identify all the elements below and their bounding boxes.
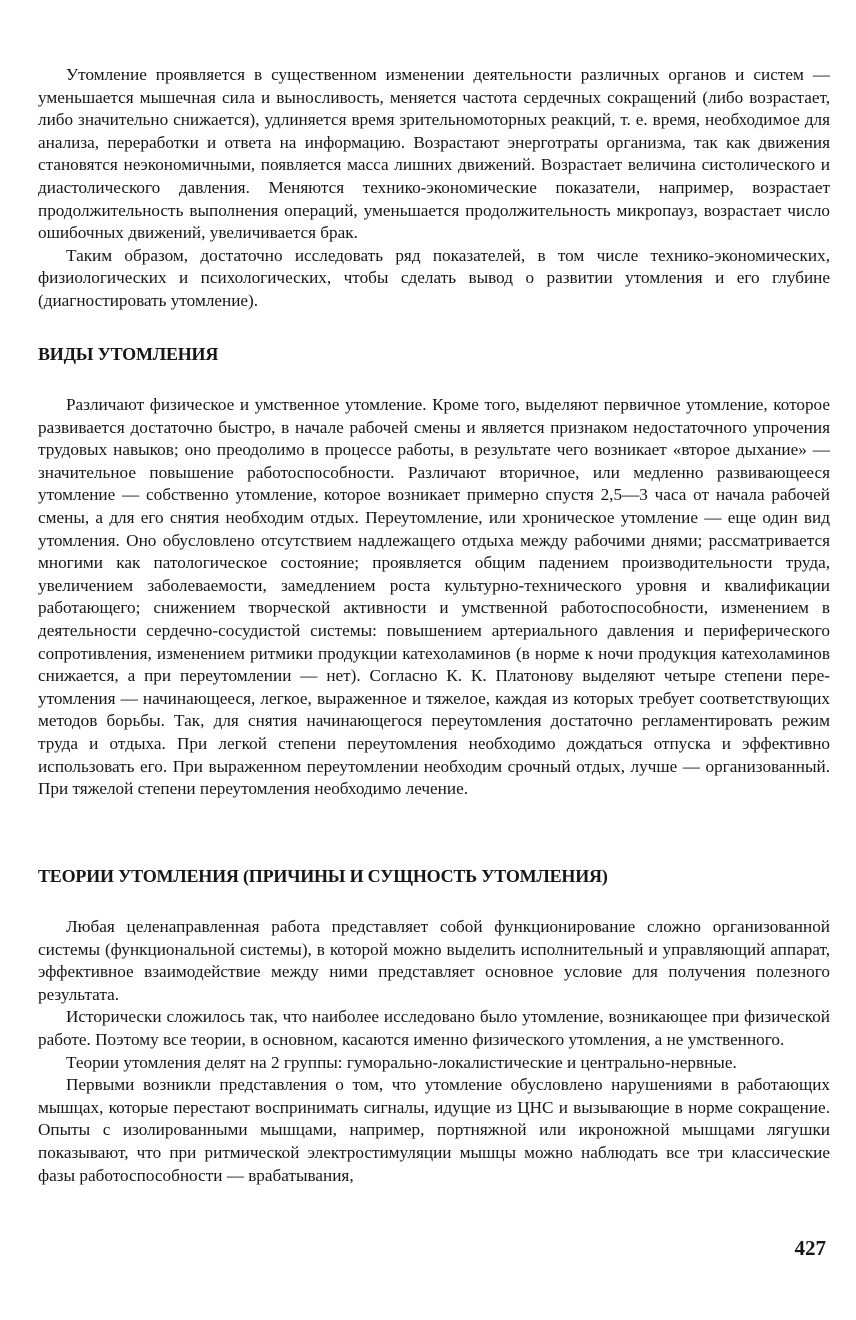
theories-section xyxy=(38,916,830,1187)
paragraph: Исторически сложилось так, что наиболее исследовано было утомление, возникающее при физической работе. Поэтому все теории, в основном, касаются именно физического утомления, а не умственного. xyxy=(38,1007,830,1049)
intro-section xyxy=(38,64,830,342)
page-number: 427 xyxy=(794,1236,826,1260)
paragraph: Теории утомления делят на 2 группы: гуморально-локалистические и центрально-нервные. xyxy=(66,1052,737,1072)
types-section xyxy=(38,394,830,864)
paragraph: Таким образом, достаточно исследовать ряд показателей, в том числе технико-экономических, физиологических и психологических, чтобы сделать вывод о развитии утомления и его глубине (диагностировать утомление). xyxy=(38,245,830,310)
paragraph: Различают физическое и умственное утомление. Кроме того, выделяют первичное утомление, которое развивается достаточно быстро, в начале рабочей смены и является признаком недостаточного упрочения трудовых навыков; оно преодолимо в процессе работы, в результате чего возникает «второе дыхание» — значительное повышение работоспособности. Различают вторичное, или медленно развивающееся утомление — собственно утомление, которое возникает примерно спустя 2,5—3 часа от начала рабочей смены, а для его снятия необходим отдых. Переутомление, или хроническое утомление — еще один вид утомления. Оно обусловлено отсутствием надлежащего отдыха между рабочими днями; рассматривается многими как патологическое состояние; проявляется общим падением производительности труда, увеличением заболеваемости, замедлением роста культурно-технического уровня и квалификации работающего; снижением творческой активности и умственной работоспособности, изменением в деятельности сердечно-сосудистой системы: повышением артериального давления и периферического сопротивления, изменением ритмики продукции катехоламинов (в норме к ночи продукция катехоламинов снижается, а при переутомлении — нет). Согласно К. К. Платонову выделяют четыре степени переутомления — начинающееся, легкое, выраженное и тяжелое, каждая из которых требует соответствующих методов борьбы. Так, для снятия начинающегося переутомления достаточно регламентировать режим труда и отдыха. При легкой степени переутомления необходимо дождаться отпуска и эффективно использовать его. При выраженном переутомлении необходим срочный отдых, лучше — организованный. При тяжелой степени переутомления необходимо лечение. xyxy=(38,395,830,799)
section-heading: ВИДЫ УТОМЛЕНИЯ xyxy=(38,344,219,364)
section-heading: ТЕОРИИ УТОМЛЕНИЯ (ПРИЧИНЫ И СУЩНОСТЬ УТОМЛЕНИЯ) xyxy=(38,866,608,886)
paragraph: Любая целенаправленная работа представляет собой функционирование сложно организованной системы (функциональной системы), в которой можно выделить исполнительный и управляющий аппарат, эффективное взаимодействие между ними представляет основное условие для получения полезного результата. xyxy=(38,917,830,1004)
paragraph: Утомление проявляется в существенном изменении деятельности различных органов и систем — уменьшается мышечная сила и выносливость, меняется частота сердечных сокращений (либо возрастает, либо значительно снижается), удлиняется время зрительномоторных реакций, т. е. время, необходимое для анализа, переработки и ответа на информацию. Возрастают энерготраты организма, так как движения становятся неэкономичными, появляется масса лишних движений. Возрастает величина систолического и диастолического давления. Меняются технико-экономические показатели, например, возрастает продолжительность выполнения операций, уменьшается продолжительность микропауз, возрастает число ошибочных движений, увеличивается брак. xyxy=(38,65,830,243)
paragraph: Первыми возникли представления о том, что утомление обусловлено нарушениями в работающих мышцах, которые перестают воспринимать сигналы, идущие из ЦНС и вызывающие в норме сокращение. Опыты с изолированными мышцами, например, портняжной или икроножной мышцами лягушки показывают, что при ритмической электростимуляции мышцы можно наблюдать все три классические фазы работоспособности — врабатывания, xyxy=(38,1075,830,1185)
